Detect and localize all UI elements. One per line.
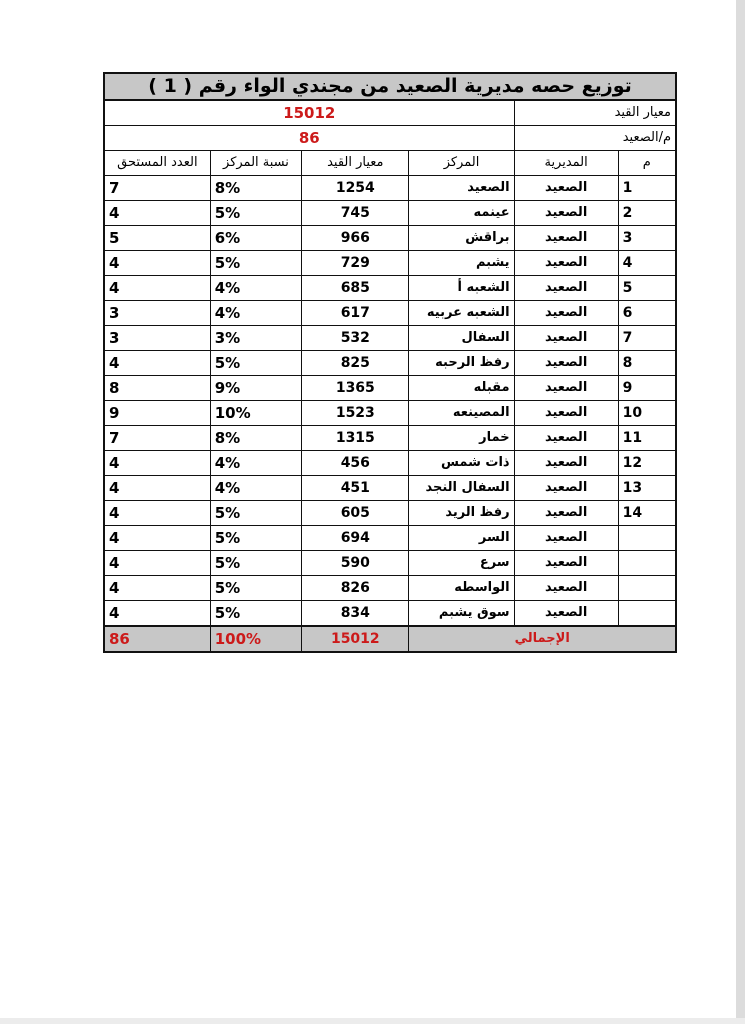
row-number: 12 — [618, 451, 676, 476]
row-norm: 456 — [302, 451, 409, 476]
row-directorate: الصعيد — [514, 476, 618, 501]
row-number — [618, 526, 676, 551]
row-share: 10% — [210, 401, 301, 426]
table-row — [104, 176, 676, 201]
table-row — [104, 526, 676, 551]
row-due: 4 — [104, 276, 210, 301]
info-label-norm: معيار القيد — [514, 100, 676, 126]
row-norm: 1365 — [302, 376, 409, 401]
row-center: المصينعه — [409, 401, 514, 426]
row-due: 7 — [104, 176, 210, 201]
row-due: 4 — [104, 551, 210, 576]
row-number: 10 — [618, 401, 676, 426]
info-label-total: م/الصعيد — [514, 126, 676, 151]
row-due: 3 — [104, 326, 210, 351]
row-due: 3 — [104, 301, 210, 326]
row-norm: 590 — [302, 551, 409, 576]
row-norm: 1523 — [302, 401, 409, 426]
table-row — [104, 601, 676, 627]
row-norm: 617 — [302, 301, 409, 326]
row-share: 5% — [210, 251, 301, 276]
row-norm: 745 — [302, 201, 409, 226]
table-row — [104, 351, 676, 376]
row-number — [618, 601, 676, 627]
table-row — [104, 326, 676, 351]
row-center: الشعبه أ — [409, 276, 514, 301]
row-share: 9% — [210, 376, 301, 401]
row-due: 5 — [104, 226, 210, 251]
row-share: 5% — [210, 576, 301, 601]
row-norm: 605 — [302, 501, 409, 526]
table-row — [104, 376, 676, 401]
table-row — [104, 576, 676, 601]
row-due: 4 — [104, 251, 210, 276]
row-share: 4% — [210, 476, 301, 501]
page-bottom-shadow — [0, 1018, 745, 1024]
row-center: السر — [409, 526, 514, 551]
total-row — [104, 626, 676, 652]
row-norm: 825 — [302, 351, 409, 376]
row-number: 8 — [618, 351, 676, 376]
table-row — [104, 551, 676, 576]
row-number: 2 — [618, 201, 676, 226]
row-number: 1 — [618, 176, 676, 201]
row-due: 4 — [104, 501, 210, 526]
row-center: رفظ الرحبه — [409, 351, 514, 376]
table-row — [104, 476, 676, 501]
row-directorate: الصعيد — [514, 551, 618, 576]
row-due: 4 — [104, 201, 210, 226]
row-number: 9 — [618, 376, 676, 401]
row-center: براقش — [409, 226, 514, 251]
table-row — [104, 301, 676, 326]
row-norm: 1315 — [302, 426, 409, 451]
row-share: 5% — [210, 501, 301, 526]
header-center: المركز — [409, 151, 514, 176]
row-center: عينمه — [409, 201, 514, 226]
header-directorate: المديرية — [514, 151, 618, 176]
row-norm: 826 — [302, 576, 409, 601]
total-share: 100% — [210, 626, 301, 652]
table-row — [104, 426, 676, 451]
row-due: 4 — [104, 576, 210, 601]
row-share: 4% — [210, 301, 301, 326]
row-share: 5% — [210, 351, 301, 376]
distribution-table — [103, 72, 677, 653]
header-share: نسبة المركز — [210, 151, 301, 176]
row-share: 8% — [210, 176, 301, 201]
row-directorate: الصعيد — [514, 326, 618, 351]
row-center: الشعبه عربيه — [409, 301, 514, 326]
row-due: 4 — [104, 451, 210, 476]
row-number: 13 — [618, 476, 676, 501]
row-norm: 685 — [302, 276, 409, 301]
row-share: 8% — [210, 426, 301, 451]
row-number — [618, 551, 676, 576]
row-norm: 532 — [302, 326, 409, 351]
row-directorate: الصعيد — [514, 251, 618, 276]
table-row — [104, 251, 676, 276]
row-center: السفال — [409, 326, 514, 351]
row-number: 3 — [618, 226, 676, 251]
header-due: العدد المستحق — [104, 151, 210, 176]
row-number — [618, 576, 676, 601]
row-center: يشبم — [409, 251, 514, 276]
row-directorate: الصعيد — [514, 526, 618, 551]
row-share: 5% — [210, 551, 301, 576]
row-center: الواسطه — [409, 576, 514, 601]
row-due: 9 — [104, 401, 210, 426]
row-norm: 694 — [302, 526, 409, 551]
total-norm: 15012 — [302, 626, 409, 652]
row-due: 4 — [104, 526, 210, 551]
row-center: رفظ الريد — [409, 501, 514, 526]
row-directorate: الصعيد — [514, 376, 618, 401]
table-row — [104, 226, 676, 251]
row-number: 7 — [618, 326, 676, 351]
header-num: م — [618, 151, 676, 176]
row-share: 3% — [210, 326, 301, 351]
row-due: 7 — [104, 426, 210, 451]
row-center: سرع — [409, 551, 514, 576]
row-norm: 834 — [302, 601, 409, 627]
row-number: 14 — [618, 501, 676, 526]
sheet-title: توزيع حصه مديرية الصعيد من مجندي الواء رقم ( 1 ) — [104, 73, 676, 100]
row-directorate: الصعيد — [514, 451, 618, 476]
row-directorate: الصعيد — [514, 276, 618, 301]
row-norm: 729 — [302, 251, 409, 276]
row-directorate: الصعيد — [514, 601, 618, 627]
row-directorate: الصعيد — [514, 226, 618, 251]
row-due: 4 — [104, 476, 210, 501]
row-share: 4% — [210, 276, 301, 301]
table-row — [104, 401, 676, 426]
row-norm: 1254 — [302, 176, 409, 201]
total-label: الإجمالي — [409, 626, 676, 652]
row-number: 4 — [618, 251, 676, 276]
row-share: 5% — [210, 526, 301, 551]
row-center: مقبله — [409, 376, 514, 401]
row-directorate: الصعيد — [514, 176, 618, 201]
row-directorate: الصعيد — [514, 501, 618, 526]
row-directorate: الصعيد — [514, 576, 618, 601]
row-directorate: الصعيد — [514, 401, 618, 426]
table-row — [104, 201, 676, 226]
row-number: 5 — [618, 276, 676, 301]
row-center: ذات شمس — [409, 451, 514, 476]
page-edge-shadow — [736, 0, 745, 1024]
row-share: 5% — [210, 601, 301, 627]
row-share: 5% — [210, 201, 301, 226]
table-row — [104, 276, 676, 301]
row-norm: 451 — [302, 476, 409, 501]
row-due: 4 — [104, 601, 210, 627]
row-directorate: الصعيد — [514, 426, 618, 451]
row-due: 4 — [104, 351, 210, 376]
row-due: 8 — [104, 376, 210, 401]
row-number: 6 — [618, 301, 676, 326]
row-directorate: الصعيد — [514, 351, 618, 376]
info-value-norm: 15012 — [104, 100, 514, 126]
row-center: خمار — [409, 426, 514, 451]
row-center: السفال النجد — [409, 476, 514, 501]
row-norm: 966 — [302, 226, 409, 251]
spreadsheet — [103, 72, 677, 653]
table-row — [104, 501, 676, 526]
row-center: سوق يشبم — [409, 601, 514, 627]
header-row — [104, 151, 676, 176]
table-row — [104, 451, 676, 476]
row-directorate: الصعيد — [514, 201, 618, 226]
header-norm: معيار القيد — [302, 151, 409, 176]
total-due: 86 — [104, 626, 210, 652]
row-share: 4% — [210, 451, 301, 476]
row-number: 11 — [618, 426, 676, 451]
row-share: 6% — [210, 226, 301, 251]
info-value-total: 86 — [104, 126, 514, 151]
row-directorate: الصعيد — [514, 301, 618, 326]
row-center: الصعيد — [409, 176, 514, 201]
